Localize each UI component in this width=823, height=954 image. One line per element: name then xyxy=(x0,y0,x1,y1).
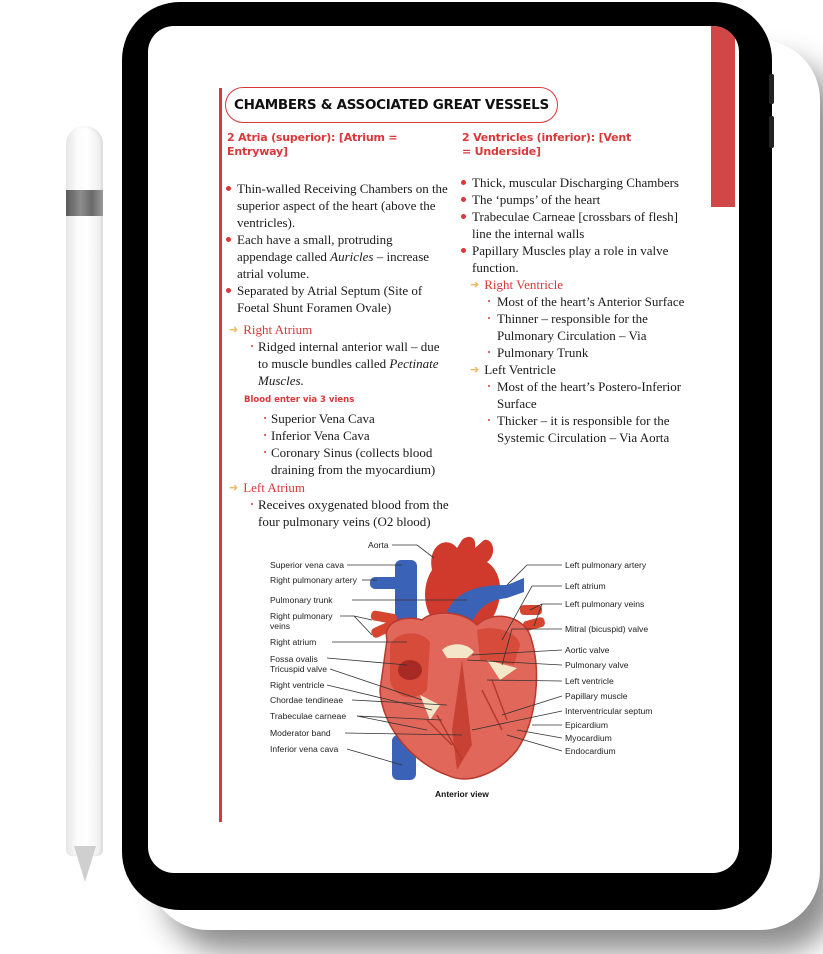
label-inferior-vena-cava: Inferior vena cava xyxy=(270,744,339,754)
margin-rule xyxy=(219,88,222,822)
arrow-right-icon: ➜ xyxy=(229,323,239,336)
left-atrium-points xyxy=(227,496,449,530)
label-trabeculae-carneae: Trabeculae carneae xyxy=(270,711,347,721)
arrow-right-icon: ➜ xyxy=(470,278,480,291)
left-ventricle-label: Left Ventricle xyxy=(484,362,556,377)
right-ventricle-heading xyxy=(470,276,687,293)
list-item: The ‘pumps’ of the heart xyxy=(462,191,687,208)
atria-heading: 2 Atria (superior): [Atrium = Entryway] xyxy=(227,131,398,158)
label-pulmonary-valve: Pulmonary valve xyxy=(565,660,629,670)
label-right-atrium: Right atrium xyxy=(270,637,317,647)
label-interventricular-septum: Interventricular septum xyxy=(565,706,653,716)
label-aortic-valve: Aortic valve xyxy=(565,645,610,655)
list-item: Separated by Atrial Septum (Site of Foetal Shunt Foramen Ovale) xyxy=(227,282,449,316)
list-item: Pulmonary Trunk xyxy=(486,344,687,361)
label-papillary-muscle: Papillary muscle xyxy=(565,691,628,701)
list-item: Each have a small, protruding appendage called Auricles – increase atrial volume. xyxy=(227,231,449,282)
arrow-right-icon: ➜ xyxy=(470,363,480,376)
label-moderator-band: Moderator band xyxy=(270,728,331,738)
label-tricuspid-valve: Tricuspid valve xyxy=(270,664,327,674)
list-item: Coronary Sinus (collects blood draining from the myocardium) xyxy=(264,444,449,478)
list-item: Thin-walled Receiving Chambers on the superior aspect of the heart (above the ventricles). xyxy=(227,180,449,231)
label-left-ventricle: Left ventricle xyxy=(565,676,614,686)
list-item: Trabeculae Carneae [crossbars of flesh] line the internal walls xyxy=(462,208,687,242)
label-endocardium: Endocardium xyxy=(565,746,616,756)
leader-lines xyxy=(262,530,672,800)
list-item: Ridged internal anterior wall – due to muscle bundles called Pectinate Muscles. xyxy=(251,338,449,389)
apple-pencil xyxy=(66,126,103,856)
right-ventricle-points xyxy=(462,293,687,361)
label-left-pulmonary-veins: Left pulmonary veins xyxy=(565,599,645,609)
left-atrium-heading xyxy=(229,479,449,496)
label-superior-vena-cava: Superior vena cava xyxy=(270,560,345,570)
list-item: Thicker – it is responsible for the Systemic Circulation – Via Aorta xyxy=(486,412,687,446)
pencil-band xyxy=(66,190,103,216)
pencil-tip xyxy=(74,846,96,882)
label-left-atrium: Left atrium xyxy=(565,581,606,591)
label-myocardium: Myocardium xyxy=(565,733,612,743)
page-title: CHAMBERS & ASSOCIATED GREAT VESSELS xyxy=(225,87,558,123)
page-tab-marker xyxy=(711,26,735,207)
atria-column xyxy=(227,131,449,530)
blood-enter-heading: Blood enter via 3 viens xyxy=(244,395,355,405)
label-right-pulmonary-artery: Right pulmonary artery xyxy=(270,575,357,585)
atria-bullets xyxy=(227,180,449,316)
label-pulmonary-trunk: Pulmonary trunk xyxy=(270,595,333,605)
heart-diagram xyxy=(262,530,672,800)
label-right-ventricle: Right ventricle xyxy=(270,680,325,690)
right-atrium-points xyxy=(227,338,449,389)
volume-down-button[interactable] xyxy=(769,116,774,148)
arrow-right-icon: ➜ xyxy=(229,481,239,494)
list-item: Thick, muscular Discharging Chambers xyxy=(462,174,687,191)
right-atrium-label: Right Atrium xyxy=(243,322,313,337)
list-item: Inferior Vena Cava xyxy=(264,427,449,444)
right-ventricle-label: Right Ventricle xyxy=(484,277,564,292)
label-mitral-valve: Mitral (bicuspid) valve xyxy=(565,624,649,634)
list-item: Receives oxygenated blood from the four pulmonary veins (O2 blood) xyxy=(251,496,449,530)
label-epicardium: Epicardium xyxy=(565,720,608,730)
label-aorta: Aorta xyxy=(368,540,389,550)
left-atrium-label: Left Atrium xyxy=(243,480,305,495)
list-item: Thinner – responsible for the Pulmonary Circulation – Via xyxy=(486,310,687,344)
ventricles-heading: 2 Ventricles (inferior): [Vent = Underside] xyxy=(462,131,632,158)
label-left-pulmonary-artery: Left pulmonary artery xyxy=(565,560,647,570)
right-atrium-heading xyxy=(229,321,449,338)
label-fossa-ovalis: Fossa ovalis xyxy=(270,654,318,664)
label-chordae-tendineae: Chordae tendineae xyxy=(270,695,344,705)
list-item: Most of the heart’s Postero-Inferior Surface xyxy=(486,378,687,412)
left-ventricle-heading xyxy=(470,361,687,378)
list-item: Superior Vena Cava xyxy=(264,410,449,427)
volume-up-button[interactable] xyxy=(769,74,774,104)
left-ventricle-points xyxy=(462,378,687,446)
ventricles-bullets xyxy=(462,174,687,276)
list-item: Papillary Muscles play a role in valve function. xyxy=(462,242,687,276)
veins-list xyxy=(227,410,449,478)
ventricles-column xyxy=(462,131,687,446)
label-right-pulmonary-veins: Right pulmonary veins xyxy=(270,611,333,631)
diagram-caption: Anterior view xyxy=(435,789,489,799)
list-item: Most of the heart’s Anterior Surface xyxy=(486,293,687,310)
